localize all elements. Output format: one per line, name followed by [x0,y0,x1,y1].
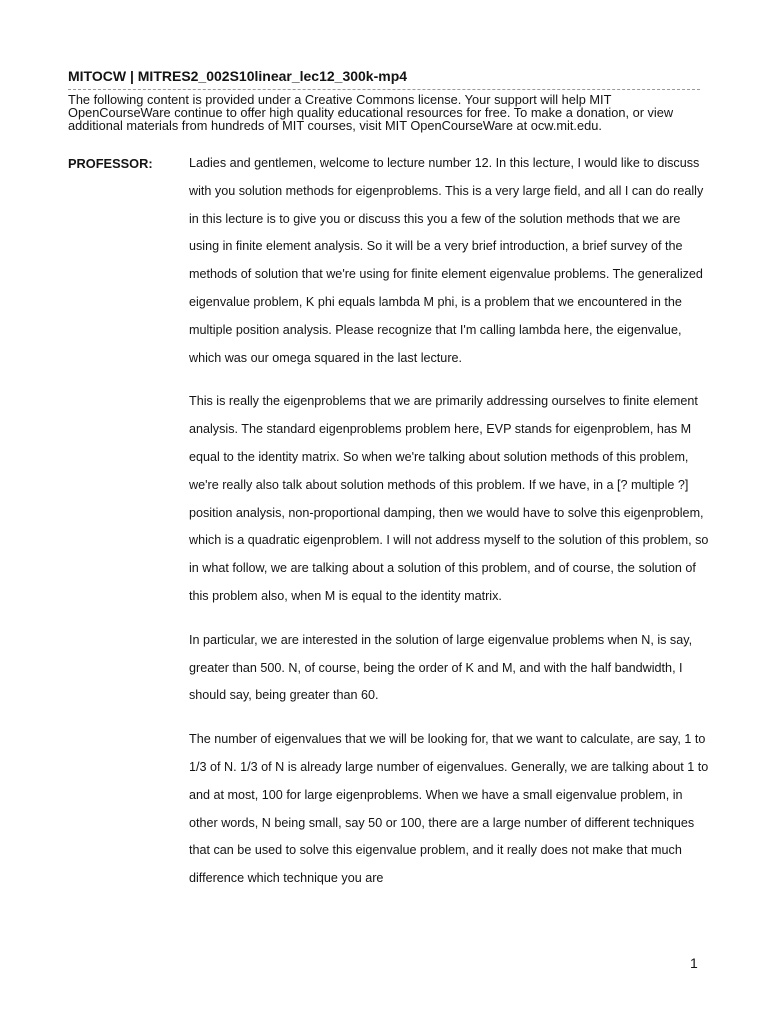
license-notice: The following content is provided under a Creative Commons license. Your support will help MIT OpenCourseWare continue to offer high quality educational resources for free. To make a donation, or view additional materials from hundreds of MIT courses, visit MIT OpenCourseWare at ocw.mit.edu. [68,92,674,133]
transcript-paragraph: Ladies and gentlemen, welcome to lecture number 12. In this lecture, I would like to discuss with you solution methods for eigenproblems. This is a very large field, and all I can do really in this lecture is to give you or discuss this you a few of the solution methods that we are using in finite element analysis. So it will be a very brief introduction, a brief survey of the methods of solution that we're using for finite element eigenvalue problems. The generalized eigenvalue problem, K phi equals lambda M phi, is a problem that we encountered in the multiple position analysis. Please recognize that I'm calling lambda here, the eigenvalue, which was our omega squared in the last lecture. [189,156,704,365]
page-number: 1 [690,955,698,971]
title-divider [68,89,700,90]
document-title: MITOCW | MITRES2_002S10linear_lec12_300k-mp4 [68,68,408,84]
transcript-paragraph: This is really the eigenproblems that we are primarily addressing ourselves to finite element analysis. The standard eigenproblems problem here, EVP stands for eigenproblem, has M equal to the identity matrix. So when we're talking about solution methods of this problem, we're really also talk about solution methods of this problem. If we have, in a [? multiple ?] position analysis, non-proportional damping, then we would have to solve this eigenproblem, which is a quadratic eigenproblem. I will not address myself to the solution of this problem, so in what follow, we are talking about a solution of this problem, and of course, the solution of this problem also, when M is equal to the identity matrix. [189,394,709,603]
transcript-paragraph: In particular, we are interested in the solution of large eigenvalue problems when N, is say, greater than 500. N, of course, being the order of K and M, and with the half bandwidth, I should say, being greater than 60. [189,632,693,703]
transcript-body [189,150,709,909]
speaker-label: PROFESSOR: [68,156,153,171]
transcript-paragraph: The number of eigenvalues that we will be looking for, that we want to calculate, are say, 1 to 1/3 of N. 1/3 of N is already large number of eigenvalues. Generally, we are talking about 1 to and at most, 100 for large eigenproblems. When we have a small eigenvalue problem, in other words, N being small, say 50 or 100, there are a large number of different techniques that can be used to solve this eigenvalue problem, and it really does not make that much difference which technique you are [189,732,709,886]
